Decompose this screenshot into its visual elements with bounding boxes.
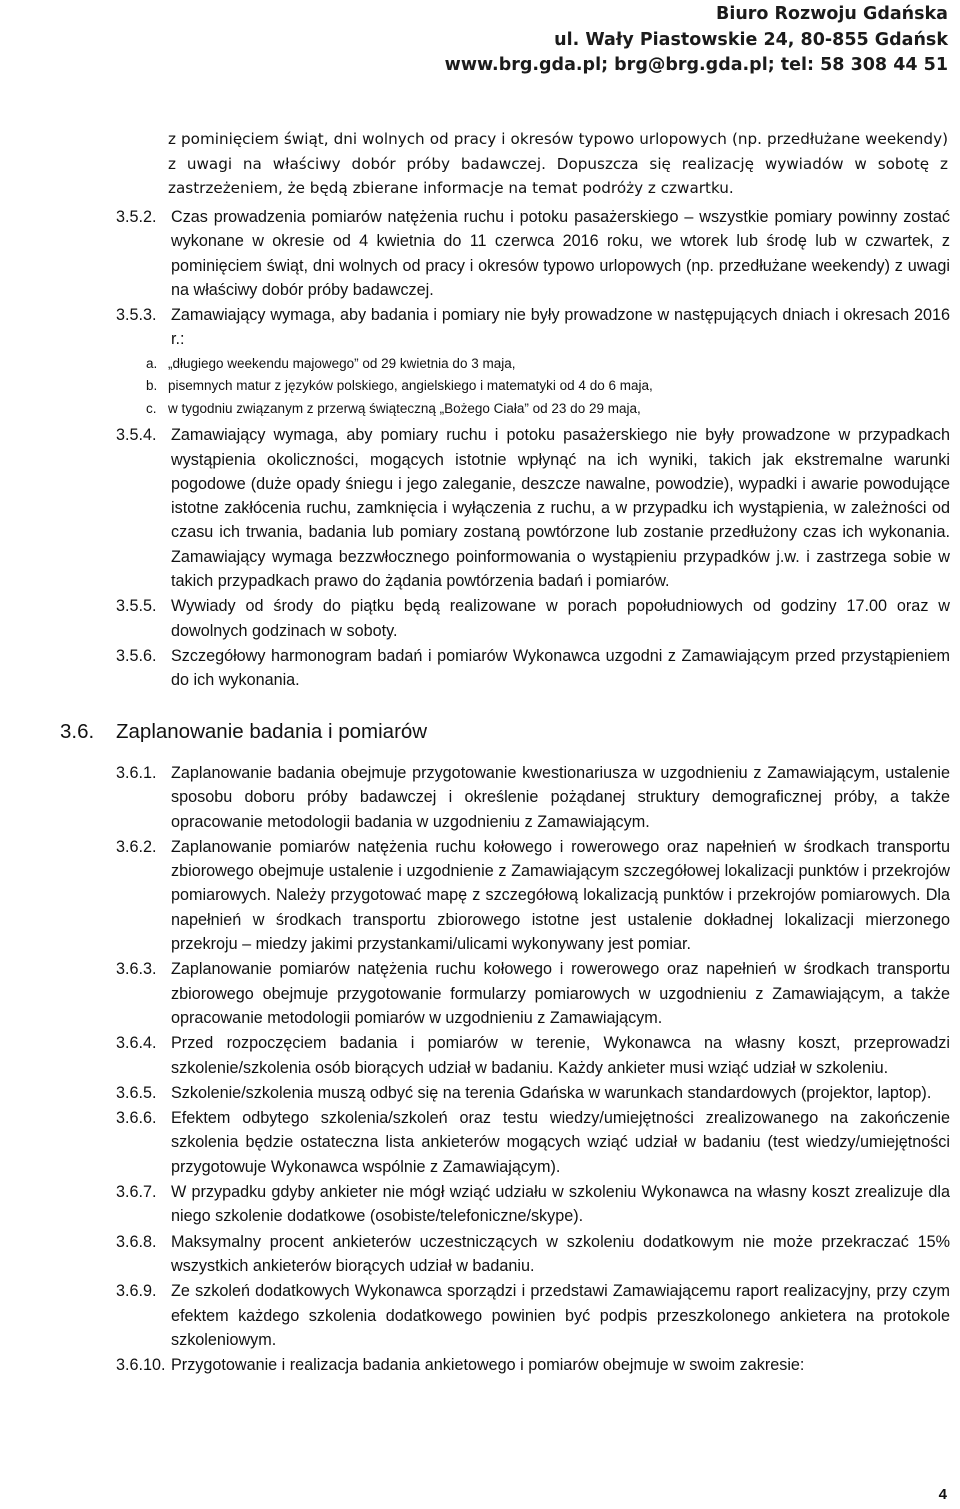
letterhead-address: ul. Wały Piastowskie 24, 80-855 Gdańsk [554, 29, 948, 50]
intro-paragraph: z pominięciem świąt, dni wolnych od pracy i okresów typowo urlopowych (np. przedłużane weekendy) z uwagi na właściwy dobór próby badawczej. Dopuszcza się realizację wywiadów w sobotę z zastrzeżeniem, że będą zbierane informacje na temat podróży z czwartku. [168, 130, 948, 197]
list-item [116, 303, 950, 352]
section-number: 3.6. [60, 720, 95, 743]
list-item [116, 957, 950, 1030]
section-3-6-list [116, 761, 950, 1378]
item-text: Efektem odbytego szkolenia/szkoleń oraz testu wiedzy/umiejętności zrealizowanego na zakończenie szkolenia będzie ostateczna lista ankieterów mogących wziąć udział w badaniu (test wiedzy/umiejętności przygotowuje Wykonawca wspólnie z Zamawiającym). [171, 1109, 950, 1176]
item-text: Zaplanowanie pomiarów natężenia ruchu kołowego i rowerowego oraz napełnień w środkach transportu zbiorowego obejmuje ustalenie i uzgodnienie z Zamawiającym szczegółowej lokalizacji punktów i przekrojów pomiarowych. Należy przygotować mapę z szczegółową lokalizacją punktów i przekrojów pomiarowych. Dla napełnień w środkach transportu zbiorowego istotne jest ustalenie dokładnej lokalizacji mierzonego przekroju – miedzy jakimi przystankami/ulicami wykonywany jest pomiar. [171, 837, 950, 954]
item-number: 3.5.5. [116, 597, 157, 616]
sub-list-item [116, 398, 950, 421]
letterhead-contact: www.brg.gda.pl; brg@brg.gda.pl; tel: 58 308 44 51 [444, 55, 948, 75]
item-number: 3.5.3. [116, 306, 157, 325]
list-item [116, 835, 950, 956]
item-text: Ze szkoleń dodatkowych Wykonawca sporządzi i przedstawi Zamawiającemu raport realizacyjny, przy czym efektem każdego szkolenia dodatkowego powinien być podpis przeszkolonego ankietera na protokole szkoleniowym. [171, 1282, 950, 1349]
item-number: 3.6.7. [116, 1183, 157, 1202]
list-item [116, 205, 950, 302]
item-number: 3.6.2. [116, 837, 157, 856]
section-heading [60, 720, 427, 744]
list-item [116, 423, 950, 593]
sub-list-item [116, 353, 950, 376]
item-text: Czas prowadzenia pomiarów natężenia ruchu i potoku pasażerskiego – wszystkie pomiary powinny zostać wykonane w okresie od 4 kwietnia do 11 czerwca 2016 roku, we wtorek lub środę lub w czwartek, z pominięciem świąt, dni wolnych od pracy i okresów typowo urlopowych (np. przedłużane weekendy) z uwagi na właściwy dobór próby badawczej. [171, 208, 950, 299]
item-text: Zaplanowanie pomiarów natężenia ruchu kołowego i rowerowego oraz napełnień w środkach transportu zbiorowego obejmuje przygotowanie formularzy pomiarowych w uzgodnieniu z Zamawiającym, a także opracowanie metodologii pomiarów w uzgodnieniu z Zamawiającym. [171, 960, 950, 1027]
list-item [116, 1279, 950, 1352]
item-number: 3.6.5. [116, 1083, 157, 1102]
item-text: W przypadku gdyby ankieter nie mógł wziąć udziału w szkoleniu Wykonawca na własny koszt zrealizuje dla niego szkolenie dodatkowe (osobiste/telefoniczne/skype). [171, 1183, 950, 1226]
item-text: Zamawiający wymaga, aby pomiary ruchu i potoku pasażerskiego nie były prowadzone w przypadkach wystąpienia okoliczności, mogących istotnie wpłynąć na ich wyniki, takich jak ekstremalne warunki pogodowe (duże opady śniegu i jego zaleganie, deszcze nawalne, powodzie), wypadki i awarie powodujące istotne zakłócenia ruchu, zamknięcia i wyłączenia z ruchu, a w przypadku ich wystąpienia, w zależności od czasu ich trwania, badania lub pomiary zostaną powtórzone lub zostanie przedłużony czas ich wykonania. Zamawiający wymaga bezzwłocznego poinformowania o wystąpieniu przypadków j.w. i zastrzega sobie w takich przypadkach prawo do żądania powtórzenia badań i pomiarów. [171, 426, 950, 591]
list-item [116, 1353, 950, 1377]
item-text: Szkolenie/szkolenia muszą odbyć się na terenia Gdańska w warunkach standardowych (projektor, laptop). [171, 1083, 932, 1102]
item-number: 3.5.4. [116, 426, 157, 445]
item-text: Przed rozpoczęciem badania i pomiarów w terenie, Wykonawca na własny koszt, przeprowadzi szkolenie/szkolenia osób biorących udział w badaniu. Każdy ankieter musi wziąć udział w szkoleniu. [171, 1034, 950, 1077]
item-number: 3.6.3. [116, 960, 157, 979]
list-item [116, 1180, 950, 1229]
sub-item-letter: b. [146, 378, 158, 394]
item-number: 3.6.1. [116, 764, 157, 782]
item-text: Szczegółowy harmonogram badań i pomiarów Wykonawca uzgodni z Zamawiającym przed przystąpieniem do ich wykonania. [171, 646, 950, 690]
list-item [116, 644, 950, 693]
item-number: 3.5.6. [116, 646, 157, 665]
item-number: 3.6.6. [116, 1109, 157, 1128]
letterhead-org-name: Biuro Rozwoju Gdańska [716, 4, 948, 24]
sub-item-text: w tygodniu związanym z przerwą świąteczną „Bożego Ciała” od 23 do 29 maja, [168, 400, 641, 416]
page-number: 4 [938, 1486, 947, 1503]
list-item [116, 761, 950, 834]
list-item [116, 1230, 950, 1279]
item-text: Zamawiający wymaga, aby badania i pomiary nie były prowadzone w następujących dniach i okresach 2016 r.: [171, 306, 950, 349]
item-text: Maksymalny procent ankieterów uczestniczących w szkoleniu dodatkowym nie może przekraczać 15% wszystkich ankieterów biorących udział w badaniu. [171, 1232, 950, 1275]
sub-item-letter: a. [146, 355, 158, 371]
item-number: 3.6.8. [116, 1232, 157, 1251]
item-text: Zaplanowanie badania obejmuje przygotowanie kwestionariusza w uzgodnieniu z Zamawiającym, ustalenie sposobu doboru próby badawczej i określenie pożądanej struktury demograficznej próby, a także opracowanie metodologii badania w uzgodnieniu z Zamawiającym. [171, 764, 950, 831]
item-text: Wywiady od środy do piątku będą realizowane w porach popołudniowych od godziny 17.00 oraz w dowolnych godzinach w soboty. [171, 597, 950, 640]
sub-item-text: pisemnych matur z języków polskiego, angielskiego i matematyki od 4 do 6 maja, [168, 378, 653, 394]
item-number: 3.5.2. [116, 208, 157, 226]
list-item [116, 1031, 950, 1080]
item-number: 3.6.9. [116, 1282, 157, 1301]
list-item [116, 1106, 950, 1179]
item-text: Przygotowanie i realizacja badania ankietowego i pomiarów obejmuje w swoim zakresie: [171, 1356, 805, 1375]
sub-item-letter: c. [146, 400, 157, 416]
list-item [116, 594, 950, 643]
item-number: 3.6.4. [116, 1034, 157, 1053]
letterhead [445, 2, 948, 79]
sub-list-item [116, 375, 950, 398]
section-title: Zaplanowanie badania i pomiarów [116, 720, 428, 743]
item-number: 3.6.10. [116, 1356, 166, 1375]
list-item [116, 1081, 950, 1105]
section-3-5-continued [116, 205, 950, 694]
sub-item-text: „długiego weekendu majowego” od 29 kwietnia do 3 maja, [168, 355, 516, 371]
